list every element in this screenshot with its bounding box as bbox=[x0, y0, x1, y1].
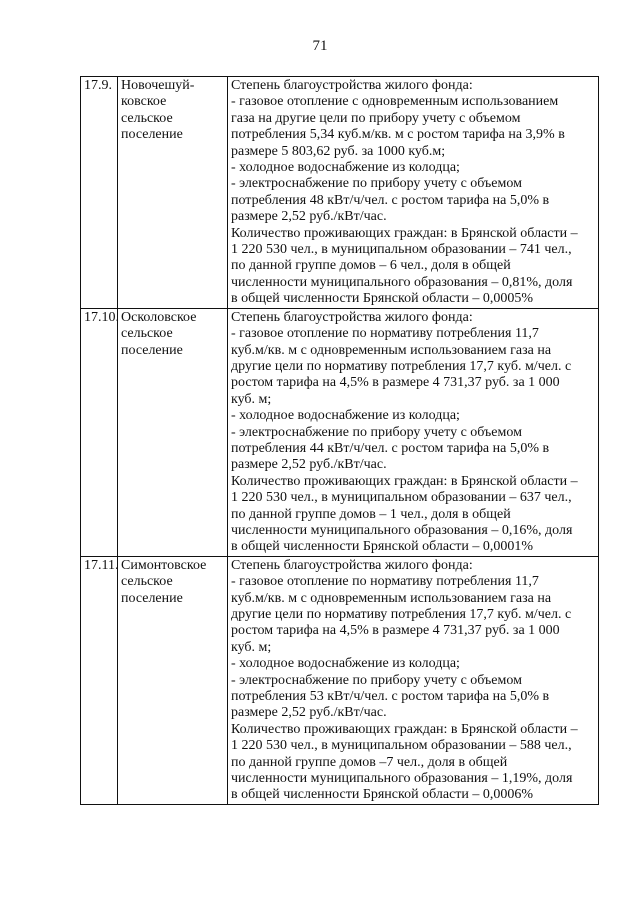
settlement-name-line: Симонтовское bbox=[121, 557, 207, 573]
description-line: в общей численности Брянской области – 0,0005% bbox=[231, 291, 534, 307]
description-line: куб.м/кв. м с одновременным использованием газа на bbox=[231, 590, 552, 606]
table-row bbox=[81, 308, 599, 556]
description-line: - холодное водоснабжение из колодца; bbox=[231, 408, 460, 424]
row-number: 17.11. bbox=[81, 556, 118, 804]
description-line: размере 2,52 руб./кВт/час. bbox=[231, 209, 387, 225]
row-number: 17.9. bbox=[81, 77, 118, 309]
description-line: газа на другие цели по прибору учету с объемом bbox=[231, 110, 521, 126]
description-line: - газовое отопление по нормативу потребления 11,7 bbox=[231, 574, 539, 590]
description-line: - газовое отопление по нормативу потребления 11,7 bbox=[231, 326, 539, 342]
description-line: 1 220 530 чел., в муниципальном образовании – 588 чел., bbox=[231, 738, 572, 754]
description-line: - электроснабжение по прибору учету с объемом bbox=[231, 424, 522, 440]
page-number: 71 bbox=[312, 38, 328, 54]
settlement-name-line: сельское bbox=[121, 574, 173, 590]
description-line: Количество проживающих граждан: в Брянской области – bbox=[231, 721, 578, 737]
row-number: 17.10. bbox=[81, 308, 118, 556]
settlement-name-line: Осколовское bbox=[121, 309, 197, 325]
description-line: - электроснабжение по прибору учету с объемом bbox=[231, 672, 522, 688]
description-line: Степень благоустройства жилого фонда: bbox=[231, 78, 473, 93]
description-line: 1 220 530 чел., в муниципальном образовании – 741 чел., bbox=[231, 242, 572, 258]
description-line: численности муниципального образования – 1,19%, доля bbox=[231, 771, 573, 787]
housing-description bbox=[228, 308, 599, 556]
description-line: потребления 48 кВт/ч/чел. с ростом тарифа на 5,0% в bbox=[231, 192, 550, 208]
description-line: ростом тарифа на 4,5% в размере 4 731,37 руб. за 1 000 bbox=[231, 375, 560, 391]
description-line: ростом тарифа на 4,5% в размере 4 731,37 руб. за 1 000 bbox=[231, 623, 560, 639]
settlement-name-line: поселение bbox=[121, 127, 183, 143]
description-line: 1 220 530 чел., в муниципальном образовании – 637 чел., bbox=[231, 490, 572, 506]
settlement-name-line: сельское bbox=[121, 110, 173, 126]
description-line: - электроснабжение по прибору учету с объемом bbox=[231, 176, 522, 192]
description-line: по данной группе домов –7 чел., доля в общей bbox=[231, 754, 508, 770]
description-line: Степень благоустройства жилого фонда: bbox=[231, 557, 473, 573]
settlement-name-line: поселение bbox=[121, 590, 183, 606]
settlement-name-line: ковское bbox=[121, 94, 167, 110]
description-line: по данной группе домов – 6 чел., доля в общей bbox=[231, 258, 511, 274]
description-line: в общей численности Брянской области – 0,0001% bbox=[231, 539, 534, 555]
description-line: Степень благоустройства жилого фонда: bbox=[231, 309, 473, 325]
description-line: потребления 53 кВт/ч/чел. с ростом тарифа на 5,0% в bbox=[231, 689, 550, 705]
settlements-table bbox=[80, 76, 599, 805]
description-line: численности муниципального образования – 0,81%, доля bbox=[231, 274, 573, 290]
settlement-name bbox=[118, 308, 228, 556]
description-line: размере 2,52 руб./кВт/час. bbox=[231, 457, 387, 473]
description-line: размере 5 803,62 руб. за 1000 куб.м; bbox=[231, 143, 446, 159]
description-line: - холодное водоснабжение из колодца; bbox=[231, 656, 460, 672]
description-line: другие цели по нормативу потребления 17,7 куб. м/чел. с bbox=[231, 607, 572, 622]
description-line: - холодное водоснабжение из колодца; bbox=[231, 160, 460, 176]
description-line: куб. м; bbox=[231, 639, 272, 655]
table-body bbox=[81, 77, 599, 805]
settlement-name-line: сельское bbox=[121, 326, 173, 342]
description-line: Количество проживающих граждан: в Брянской области – bbox=[231, 225, 578, 241]
settlement-name-line: Новочешуй- bbox=[121, 78, 195, 93]
description-line: потребления 5,34 куб.м/кв. м с ростом тарифа на 3,9% в bbox=[231, 127, 565, 143]
description-line: куб.м/кв. м с одновременным использованием газа на bbox=[231, 342, 552, 358]
description-line: Количество проживающих граждан: в Брянской области – bbox=[231, 473, 578, 489]
description-line: размере 2,52 руб./кВт/час. bbox=[231, 705, 387, 721]
housing-description bbox=[228, 77, 599, 309]
table-row bbox=[81, 556, 599, 804]
housing-description bbox=[228, 556, 599, 804]
description-line: по данной группе домов – 1 чел., доля в общей bbox=[231, 506, 511, 522]
settlement-name-line: поселение bbox=[121, 342, 183, 358]
description-line: численности муниципального образования – 0,16%, доля bbox=[231, 522, 573, 538]
description-line: - газовое отопление с одновременным использованием bbox=[231, 94, 559, 110]
table-row bbox=[81, 77, 599, 309]
settlement-name bbox=[118, 556, 228, 804]
description-line: в общей численности Брянской области – 0,0006% bbox=[231, 787, 534, 803]
description-line: другие цели по нормативу потребления 17,7 куб. м/чел. с bbox=[231, 358, 572, 374]
settlement-name bbox=[118, 77, 228, 309]
description-line: потребления 44 кВт/ч/чел. с ростом тарифа на 5,0% в bbox=[231, 440, 550, 456]
description-line: куб. м; bbox=[231, 391, 272, 407]
